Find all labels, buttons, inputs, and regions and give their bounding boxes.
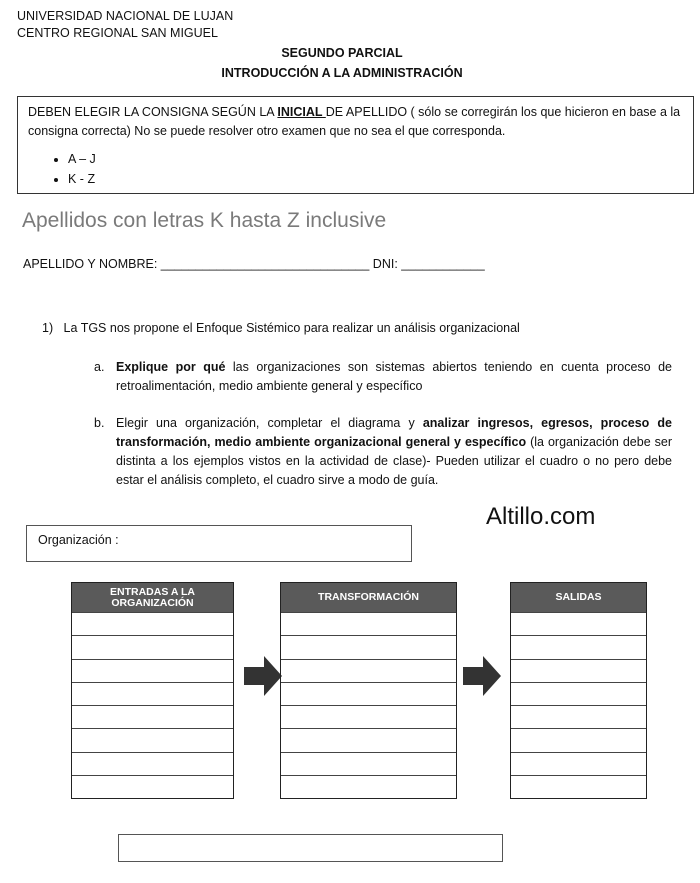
outputs-header: SALIDAS [511, 583, 646, 612]
surname-options [28, 149, 683, 189]
instructions-text: DEBEN ELEGIR LA CONSIGNA SEGÚN LA INICIAL DE APELLIDO ( sólo se corregirán los que hicieron en base a la consigna correcta) No se puede resolver otro examen que no sea el que corresponda. [28, 105, 681, 138]
transformation-header: TRANSFORMACIÓN [281, 583, 456, 612]
transformation-column [280, 582, 457, 799]
inputs-row[interactable] [72, 705, 233, 728]
outputs-row[interactable] [511, 682, 646, 705]
transformation-row[interactable] [281, 659, 456, 682]
organization-field[interactable] [26, 525, 412, 562]
name-dni-line: APELLIDO Y NOMBRE: ______________________________ DNI: ____________ [23, 257, 485, 271]
assigned-group-heading: Apellidos con letras K hasta Z inclusive [22, 209, 387, 232]
inputs-header: ENTRADAS A LA ORGANIZACIÓN [72, 583, 233, 612]
outputs-column [510, 582, 647, 799]
arrow-right-icon [244, 656, 282, 696]
inputs-row[interactable] [72, 682, 233, 705]
question-1 [42, 321, 520, 335]
regional-center: CENTRO REGIONAL SAN MIGUEL [17, 26, 218, 40]
arrow-right-icon [463, 656, 501, 696]
outputs-row[interactable] [511, 635, 646, 658]
question-1a: a. Explique por qué las organizaciones son sistemas abiertos teniendo en cuenta proceso de retroalimentación, medio ambiente general y específico [94, 360, 672, 393]
question-number: 1) [42, 321, 54, 335]
university-name: UNIVERSIDAD NACIONAL DE LUJAN [17, 9, 234, 23]
question-text: La TGS nos propone el Enfoque Sistémico para realizar un análisis organizacional [63, 321, 520, 335]
inputs-row[interactable] [72, 775, 233, 798]
option-a-j: • A – J [68, 149, 683, 169]
course-title: INTRODUCCIÓN A LA ADMINISTRACIÓN [221, 66, 463, 80]
outputs-row[interactable] [511, 752, 646, 775]
outputs-row[interactable] [511, 705, 646, 728]
item-label-b: b. [94, 416, 105, 430]
outputs-row[interactable] [511, 659, 646, 682]
transformation-row[interactable] [281, 705, 456, 728]
question-1b: b. Elegir una organización, completar el diagrama y analizar ingresos, egresos, proceso de transformación, medio ambiente organizacional general y específico (la organización debe ser distinta a los ejemplos vistos en la actividad de clase)- Pueden utilizar el cuadro o no pero debe estar el análisis completo, el cuadro sirve a modo de guía. [94, 416, 672, 487]
item-label-a: a. [94, 360, 105, 374]
inputs-row[interactable] [72, 612, 233, 635]
feedback-box[interactable] [118, 834, 503, 862]
transformation-row[interactable] [281, 635, 456, 658]
watermark: Altillo.com [486, 503, 596, 530]
outputs-row[interactable] [511, 728, 646, 751]
inputs-row[interactable] [72, 728, 233, 751]
inputs-row[interactable] [72, 635, 233, 658]
transformation-row[interactable] [281, 775, 456, 798]
inputs-column [71, 582, 234, 799]
inputs-row[interactable] [72, 659, 233, 682]
exam-title: SEGUNDO PARCIAL [281, 46, 403, 60]
outputs-row[interactable] [511, 612, 646, 635]
inputs-row[interactable] [72, 752, 233, 775]
outputs-row[interactable] [511, 775, 646, 798]
transformation-row[interactable] [281, 752, 456, 775]
transformation-row[interactable] [281, 728, 456, 751]
organization-label: Organización : [38, 533, 119, 547]
transformation-row[interactable] [281, 682, 456, 705]
option-k-z: • K - Z [68, 169, 683, 189]
transformation-row[interactable] [281, 612, 456, 635]
instructions-box [17, 96, 694, 194]
